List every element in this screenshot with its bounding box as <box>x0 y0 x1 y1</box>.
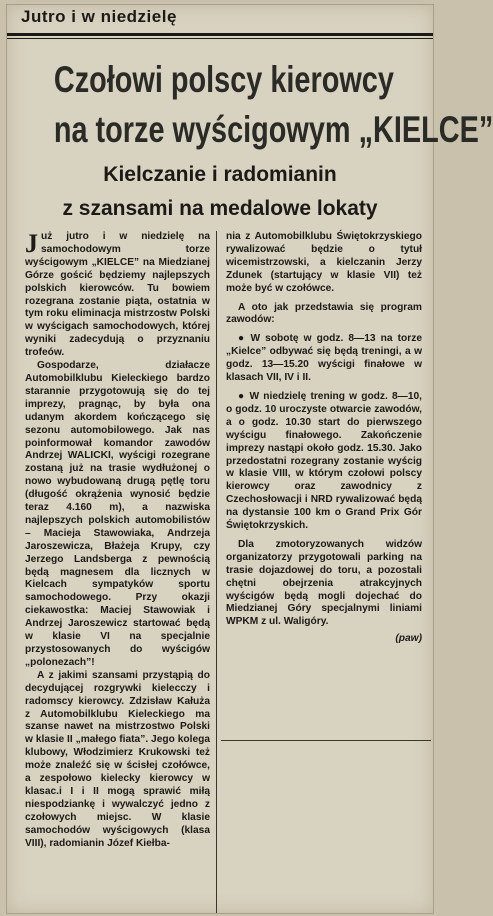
paragraph-text: W niedzielę trening w godz. 8—10, o godz. 10 uroczyste otwarcie zawodów, a o godz. 10.30 start do pierwszego wyścigu finałowego. Zakończenie imprezy nastąpi około godz. 15.30. Jako przedostatni rozegrany zostanie wyścig w klasie VIII, w którym czołowi polscy kierowcy oraz zawodnicy z Czechosłowacji i NRD rywalizować będą na dystansie 100 km o Grand Prix Gór Świętokrzyskich. <box>226 390 422 532</box>
article-paragraph: A oto jak przedstawia się program zawodów: <box>226 301 422 326</box>
author-signature: (paw) <box>395 633 422 645</box>
paragraph-text: W sobotę w godz. 8—13 na torze „Kielce” odbywać się będą treningi, a w godz. 13—15.20 wyścigi finałowe w klasach VII, IV i II. <box>226 333 423 384</box>
kicker-rule-thin <box>7 38 433 39</box>
article-paragraph <box>25 231 210 360</box>
article-column-left <box>25 231 210 851</box>
subheadline-line-1: Kielczanie i radomianin <box>103 163 337 186</box>
schedule-sunday <box>226 391 422 533</box>
article-paragraph: A z jakimi szansami przystąpią do decydującej rozgrywki kielecczy i radomscy kierowcy. Zdzisław Kałuża z Automobilklubu Kieleckiego ma szanse nawet na mistrzostwo Polski w klasie II „małego fiata”. Jego kolega klubowy, Włodzimierz Krukowski też może znaleźć się w ścisłej czołówce, a zespołowo kielecky kierowcy w klasac.i I i II mogą sprawić miłą niespodziankę i wywalczyć jedno z czołowych miejsc. W klasie samochodów wyścigowych (klasa VIII), radomianin Józef Kiełba- <box>25 669 210 849</box>
article-column-right <box>226 231 422 646</box>
kicker-heading: Jutro i w niedzielę <box>21 7 177 26</box>
drop-cap: J <box>25 229 38 258</box>
bullet-icon: ● <box>238 390 246 402</box>
article-paragraph: nia z Automobilklubu Świętokrzyskiego rywalizować będzie o tytuł wicemistrzowski, a kielczanin Jerzy Zdunek (startujący w klasie VII) też może być w czołówce. <box>226 231 422 294</box>
bullet-icon: ● <box>238 333 247 345</box>
newspaper-clipping <box>6 4 493 914</box>
article-paragraph: Gospodarze, działacze Automobilklubu Kieleckiego bardzo starannie przygotowują się do tej imprezy, pragnąc, by była ona udanym akordem kończącego się sezonu automobilowego. Jak nas poinformował komandor zawodów Andrzej WALICKI, wyścigi rozegrane zostaną już na trasie wydłużonej o nowo wybudowaną drugą pętlę toru (długość okrążenia wynosić będzie teraz 4.160 m), a nazwiska najlepszych polskich automobilistów – Macieja Stawowiaka, Andrzeja Jaroszewicza, Błażeja Krupy, czy Jerzego Landsberga z pewnością będą magnesem dla licznych w Kielcach sympatyków sportu samochodowego. Przy okazji ciekawostka: Maciej Stawowiak i Andrzej Jaroszewicz startować będą w klasie VI na specjalnie przystosowanych do wyścigów „polonezach”! <box>25 360 210 668</box>
column-end-rule <box>221 740 431 741</box>
schedule-saturday <box>226 333 422 385</box>
headline-line-1: Czołowi polscy kierowcy <box>53 59 394 100</box>
column-divider <box>216 231 217 913</box>
paragraph-text: uż jutro i w niedzielę na samochodowym torze wyścigowym „KIELCE” na Miedzianej Górze gościć będziemy najlepszych polskich kierowców. Tu bowiem rozegrana zostanie piąta, ostatnia w tym roku eliminacja mistrzostw Polski w wyścigach samochodowych, której wyniki zadecydują o przyznaniu trofeów. <box>25 231 210 359</box>
kicker-rule <box>7 33 433 36</box>
headline-line-2: na torze wyścigowym „KIELCE” <box>53 109 493 150</box>
article-paragraph: Dla zmotoryzowanych widzów organizatorzy przygotowali parking na trasie dojazdowej do toru, a pozostali chętni obejrzenia atrakcyjnych wyścigów będą mogli dojechać do Miedzianej Góry specjalnymi liniami WPKM z ul. Waligóry. <box>226 538 422 628</box>
subheadline-line-2: z szansami na medalowe lokaty <box>62 197 378 220</box>
